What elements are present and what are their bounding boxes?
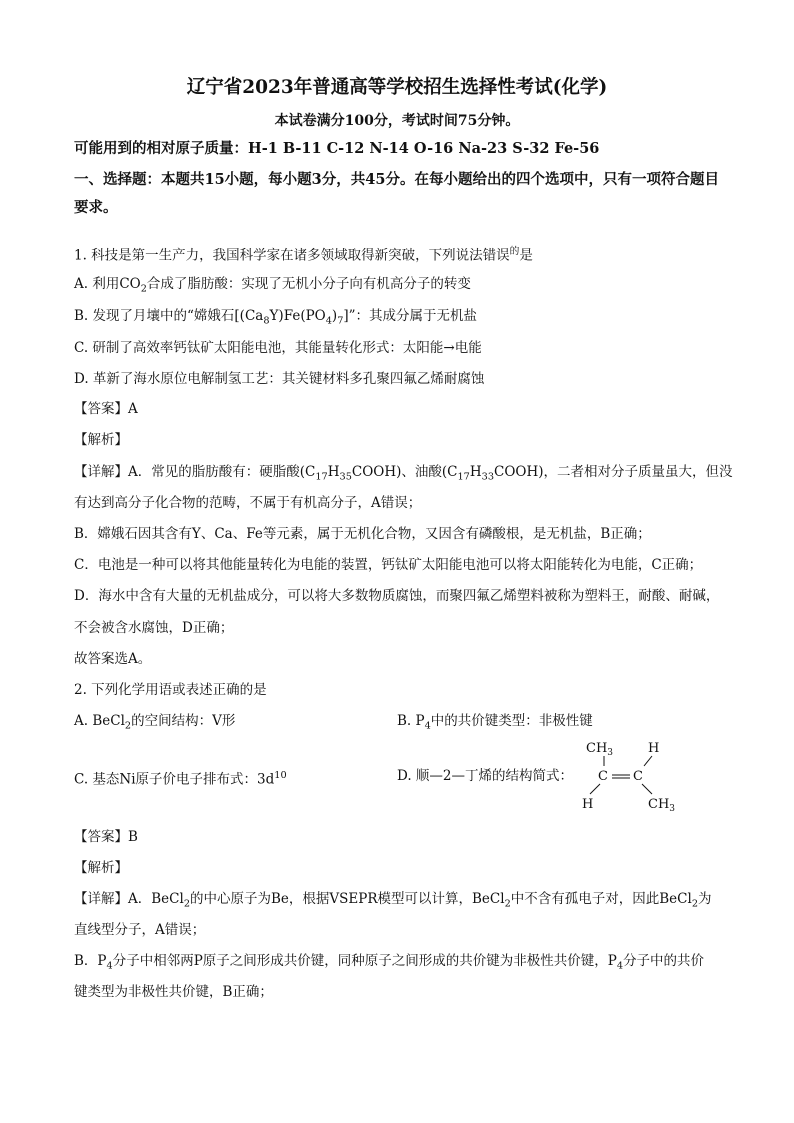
q2-option-c: C. 基态Ni原子价电子排布式：$3d^{10}$ xyxy=(74,770,287,788)
q2-answer: 【答案】B xyxy=(74,829,138,845)
q1-detail-5: D．海水中含有大量的无机盐成分，可以将大多数物质腐蚀，而聚四氟乙烯塑料被称为塑料王，耐酸、耐碱， xyxy=(74,588,720,604)
q2-stem: 2. 下列化学用语或表述正确的是 xyxy=(74,682,267,698)
molecule-ch3-top: $CH_3$ xyxy=(586,741,614,758)
q1-detail-4: C．电池是一种可以将其他能量转化为电能的装置，钙钛矿太阳能电池可以将太阳能转化为电能，C正确； xyxy=(74,557,703,573)
q2-detail-3: B．$P_4$分子中相邻两P原子之间形成共价键，同种原子之间形成的共价键为非极性共价键，$P_4$分子中的共价 xyxy=(74,953,705,972)
section-header: 一、选择题：本题共15小题，每小题3分，共45分。在每小题给出的四个选项中，只有一项符合题目要求。 xyxy=(74,171,719,216)
q1-detail-2: 有达到高分子化合物的范畴，不属于有机高分子，A错误； xyxy=(74,495,422,511)
q1-answer: 【答案】A xyxy=(74,401,138,417)
q2-option-d: D. 顺—2—丁烯的结构简式： xyxy=(397,768,574,784)
q1-detail-6: 不会被含水腐蚀，D正确； xyxy=(74,620,234,636)
molecule-c-left: C xyxy=(598,769,608,784)
q1-detail-3: B．嫦娥石因其含有Y、Ca、Fe等元素，属于无机化合物，又因含有磷酸根，是无机盐，B正确； xyxy=(74,526,651,542)
bond-right-down xyxy=(642,784,652,794)
q1-option-c: C. 研制了高效率钙钛矿太阳能电池，其能量转化形式：太阳能→电能 xyxy=(74,340,482,356)
q2-option-a: A. BeCl$_2$的空间结构：V形 xyxy=(74,713,236,732)
q1-option-a: A. 利用$CO_2$合成了脂肪酸：实现了无机小分子向有机高分子的转变 xyxy=(74,276,471,295)
molecule-h-bottom: H xyxy=(582,797,594,812)
cis-2-butene-structure xyxy=(578,738,688,814)
q1-analysis-label: 【解析】 xyxy=(74,432,128,448)
q1-option-b: B. 发现了月壤中的“嫦娥石$[(Ca_8Y)Fe(PO_4)_7]$”：其成分属于无机盐 xyxy=(74,308,478,327)
exam-subtitle: 本试卷满分100分，考试时间75分钟。 xyxy=(274,113,520,129)
q1-conclusion: 故答案选A。 xyxy=(74,651,152,667)
bond-left-down xyxy=(590,784,600,794)
q2-detail-2: 直线型分子，A错误； xyxy=(74,922,206,938)
bond-right-up xyxy=(644,756,652,766)
exam-title: 辽宁省2023年普通高等学校招生选择性考试(化学) xyxy=(186,77,608,98)
atomic-masses: 可能用到的相对原子质量：H-1 B-11 C-12 N-14 O-16 Na-23 S-32 Fe-56 xyxy=(74,140,600,157)
q2-analysis-label: 【解析】 xyxy=(74,860,128,876)
q2-option-b: B. $P_4$中的共价键类型：非极性键 xyxy=(397,713,593,732)
q1-option-d: D. 革新了海水原位电解制氢工艺：其关键材料多孔聚四氟乙烯耐腐蚀 xyxy=(74,371,485,387)
molecule-c-right: C xyxy=(633,769,643,784)
molecule-h-top: H xyxy=(648,741,660,756)
molecule-ch3-bottom: $CH_3$ xyxy=(648,797,676,814)
q2-detail-1: 【详解】A．BeCl$_2$的中心原子为Be，根据VSEPR模型可以计算，BeCl$_2$中不含有孤电子对，因此BeCl$_2$为 xyxy=(74,891,712,910)
q1-stem: 1. 科技是第一生产力，我国科学家在诸多领域取得新突破，下列说法错误$^的$是 xyxy=(74,246,533,264)
q2-detail-4: 键类型为非极性共价键，B正确； xyxy=(74,984,273,1000)
q1-detail-1: 【详解】A．常见的脂肪酸有：硬脂酸$(C_{17}H_{35}COOH)$、油酸$(C_{17}H_{33}COOH)$，二者相对分子质量虽大，但没 xyxy=(74,464,733,483)
